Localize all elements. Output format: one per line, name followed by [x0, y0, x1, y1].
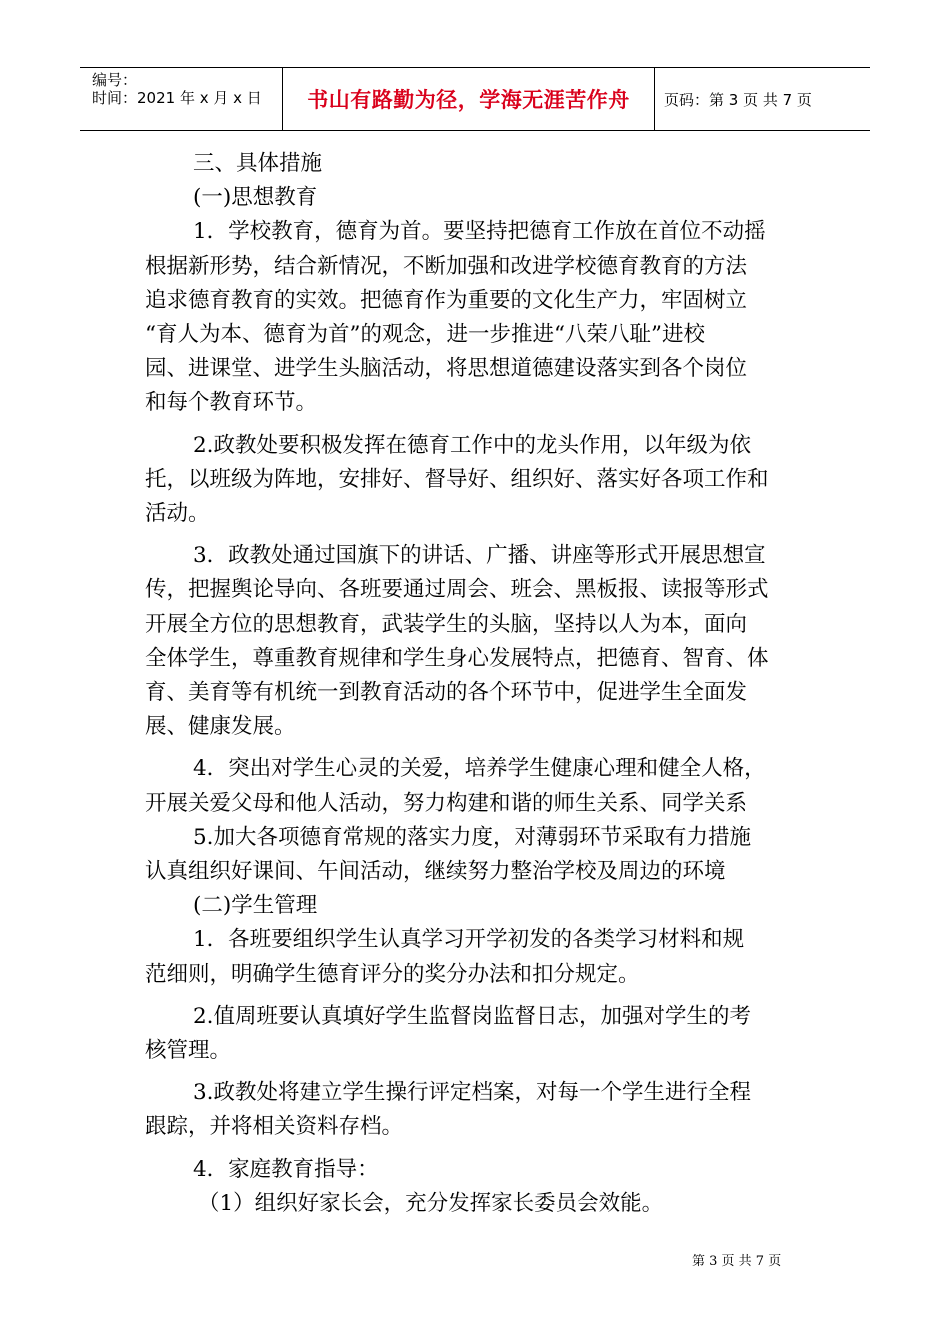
paragraph-line: 园、进课堂、进学生头脑活动，将思想道德建设落实到各个岗位	[145, 356, 748, 382]
paragraph-line: （1）组织好家长会，充分发挥家长委员会效能。	[198, 1190, 664, 1216]
paragraph-line: 展、健康发展。	[145, 714, 296, 740]
paragraph-line: “育人为本、德育为首”的观念，进一步推进“八荣八耻”进校	[145, 322, 705, 348]
paragraph-line: 托，以班级为阵地，安排好、督导好、组织好、落实好各项工作和	[145, 466, 769, 492]
paragraph-line: 活动。	[145, 501, 210, 527]
paragraph-line: 育、美育等有机统一到教育活动的各个环节中，促进学生全面发	[145, 680, 748, 706]
header-meta-cell	[80, 68, 283, 130]
paragraph-line: 和每个教育环节。	[145, 390, 318, 416]
paragraph-line: 开展全方位的思想教育，武装学生的头脑，坚持以人为本，面向	[145, 611, 748, 637]
paragraph-line: 1．学校教育，德育为首。要坚持把德育工作放在首位不动摇	[193, 219, 766, 245]
section-title: 三、具体措施	[193, 151, 323, 176]
paragraph-line: 3.政教处将建立学生操行评定档案，对每一个学生进行全程	[193, 1080, 752, 1106]
document-number: 编号：	[92, 71, 138, 89]
paragraph-line: 2.政教处要积极发挥在德育工作中的龙头作用，以年级为依	[193, 432, 752, 458]
paragraph-line: 传，把握舆论导向、各班要通过周会、班会、黑板报、读报等形式	[145, 577, 769, 603]
paragraph-line: 3．政教处通过国旗下的讲话、广播、讲座等形式开展思想宣	[193, 543, 766, 569]
paragraph-line: 追求德育教育的实效。把德育作为重要的文化生产力，牢固树立	[145, 287, 748, 313]
page-header	[80, 67, 870, 131]
paragraph-line: 范细则，明确学生德育评分的奖分办法和扣分规定。	[145, 961, 640, 987]
header-motto: 书山有路勤为径，学海无涯苦作舟	[307, 88, 630, 112]
paragraph-line: 5.加大各项德育常规的落实力度，对薄弱环节采取有力措施	[193, 824, 752, 850]
paragraph-line: 全体学生，尊重教育规律和学生身心发展特点，把德育、智育、体	[145, 645, 769, 671]
header-page-cell	[656, 68, 870, 130]
paragraph-line: 跟踪，并将相关资料存档。	[145, 1114, 404, 1140]
document-date: 时间：2021 年 x 月 x 日	[92, 89, 262, 107]
paragraph-line: 4．突出对学生心灵的关爱，培养学生健康心理和健全人格，	[193, 756, 766, 782]
subsection-title: (二)学生管理	[193, 893, 318, 919]
paragraph-line: 1．各班要组织学生认真学习开学初发的各类学习材料和规	[193, 927, 745, 953]
header-page-code: 页码：第 3 页 共 7 页	[664, 90, 812, 109]
header-motto-cell	[283, 68, 655, 130]
page-footer: 第 3 页 共 7 页	[692, 1254, 782, 1269]
document-body	[145, 147, 815, 1221]
paragraph-line: 根据新形势，结合新情况，不断加强和改进学校德育教育的方法	[145, 253, 748, 279]
paragraph-line: 开展关爱父母和他人活动，努力构建和谐的师生关系、同学关系	[145, 790, 748, 816]
paragraph-line: 认真组织好课间、午间活动，继续努力整治学校及周边的环境	[145, 859, 726, 885]
subsection-title: (一)思想教育	[193, 185, 318, 211]
paragraph-line: 4．家庭教育指导：	[193, 1156, 379, 1182]
paragraph-line: 2.值周班要认真填好学生监督岗监督日志，加强对学生的考	[193, 1003, 752, 1029]
paragraph-line: 核管理。	[145, 1038, 232, 1064]
